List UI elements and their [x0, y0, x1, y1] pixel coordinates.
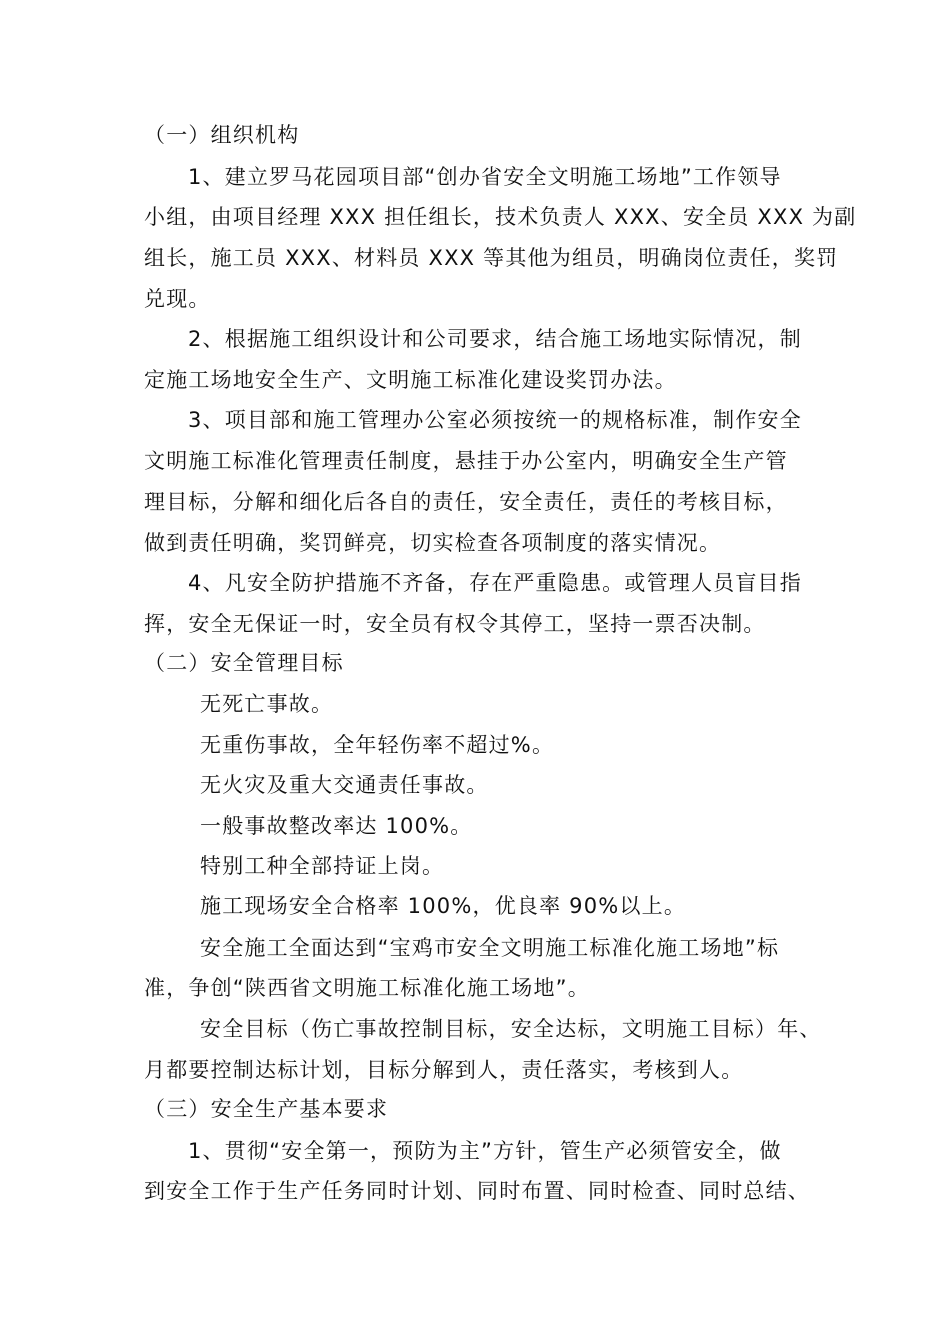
section-1-item-1-line-3: 组长，施工员 XXX、材料员 XXX 等其他为组员，明确岗位责任，奖罚	[144, 246, 839, 270]
section-1-item-4-line-1: 4、凡安全防护措施不齐备，存在严重隐患。或管理人员盲目指	[188, 571, 802, 595]
section-3-item-1-line-1: 1、贯彻“安全第一，预防为主”方针，管生产必须管安全，做	[188, 1139, 782, 1163]
section-2-heading: （二）安全管理目标	[144, 651, 344, 675]
section-2-para-1-line-2: 准，争创“陕西省文明施工标准化施工场地”。	[144, 976, 590, 1000]
section-1-item-3-line-4: 做到责任明确，奖罚鲜亮，切实检查各项制度的落实情况。	[144, 531, 722, 555]
goal-item: 无重伤事故，全年轻伤率不超过%。	[200, 733, 555, 757]
section-1-item-2-line-1: 2、根据施工组织设计和公司要求，结合施工场地实际情况，制	[188, 327, 802, 351]
section-1-item-1-line-1: 1、建立罗马花园项目部“创办省安全文明施工场地”工作领导	[188, 165, 782, 189]
section-1-item-2-line-2: 定施工场地安全生产、文明施工标准化建设奖罚办法。	[144, 368, 677, 392]
goal-item: 特别工种全部持证上岗。	[200, 854, 445, 878]
section-1-item-4-line-2: 挥，安全无保证一时，安全员有权令其停工，坚持一票否决制。	[144, 612, 766, 636]
section-3-item-1-line-2: 到安全工作于生产任务同时计划、同时布置、同时检查、同时总结、	[144, 1179, 810, 1203]
section-2-para-2-line-1: 安全目标（伤亡事故控制目标，安全达标，文明施工目标）年、	[200, 1017, 822, 1041]
section-2-para-2-line-2: 月都要控制达标计划，目标分解到人，责任落实，考核到人。	[144, 1058, 744, 1082]
section-2-para-1-line-1: 安全施工全面达到“宝鸡市安全文明施工标准化施工场地”标	[200, 936, 780, 960]
section-1-item-3-line-1: 3、项目部和施工管理办公室必须按统一的规格标准，制作安全	[188, 408, 802, 432]
section-1-heading: （一）组织机构	[144, 123, 300, 147]
section-1-item-3-line-3: 理目标，分解和细化后各自的责任，安全责任，责任的考核目标，	[144, 490, 788, 514]
section-3-heading: （三）安全生产基本要求	[144, 1097, 389, 1121]
goal-item: 无死亡事故。	[200, 692, 334, 716]
goal-item: 一般事故整改率达 100%。	[200, 814, 473, 838]
section-1-item-1-line-4: 兑现。	[144, 287, 211, 311]
goal-item: 施工现场安全合格率 100%，优良率 90%以上。	[200, 894, 687, 918]
goal-item: 无火灾及重大交通责任事故。	[200, 773, 489, 797]
section-1-item-1-line-2: 小组，由项目经理 XXX 担任组长，技术负责人 XXX、安全员 XXX 为副	[144, 205, 857, 229]
section-1-item-3-line-2: 文明施工标准化管理责任制度，悬挂于办公室内，明确安全生产管	[144, 449, 788, 473]
